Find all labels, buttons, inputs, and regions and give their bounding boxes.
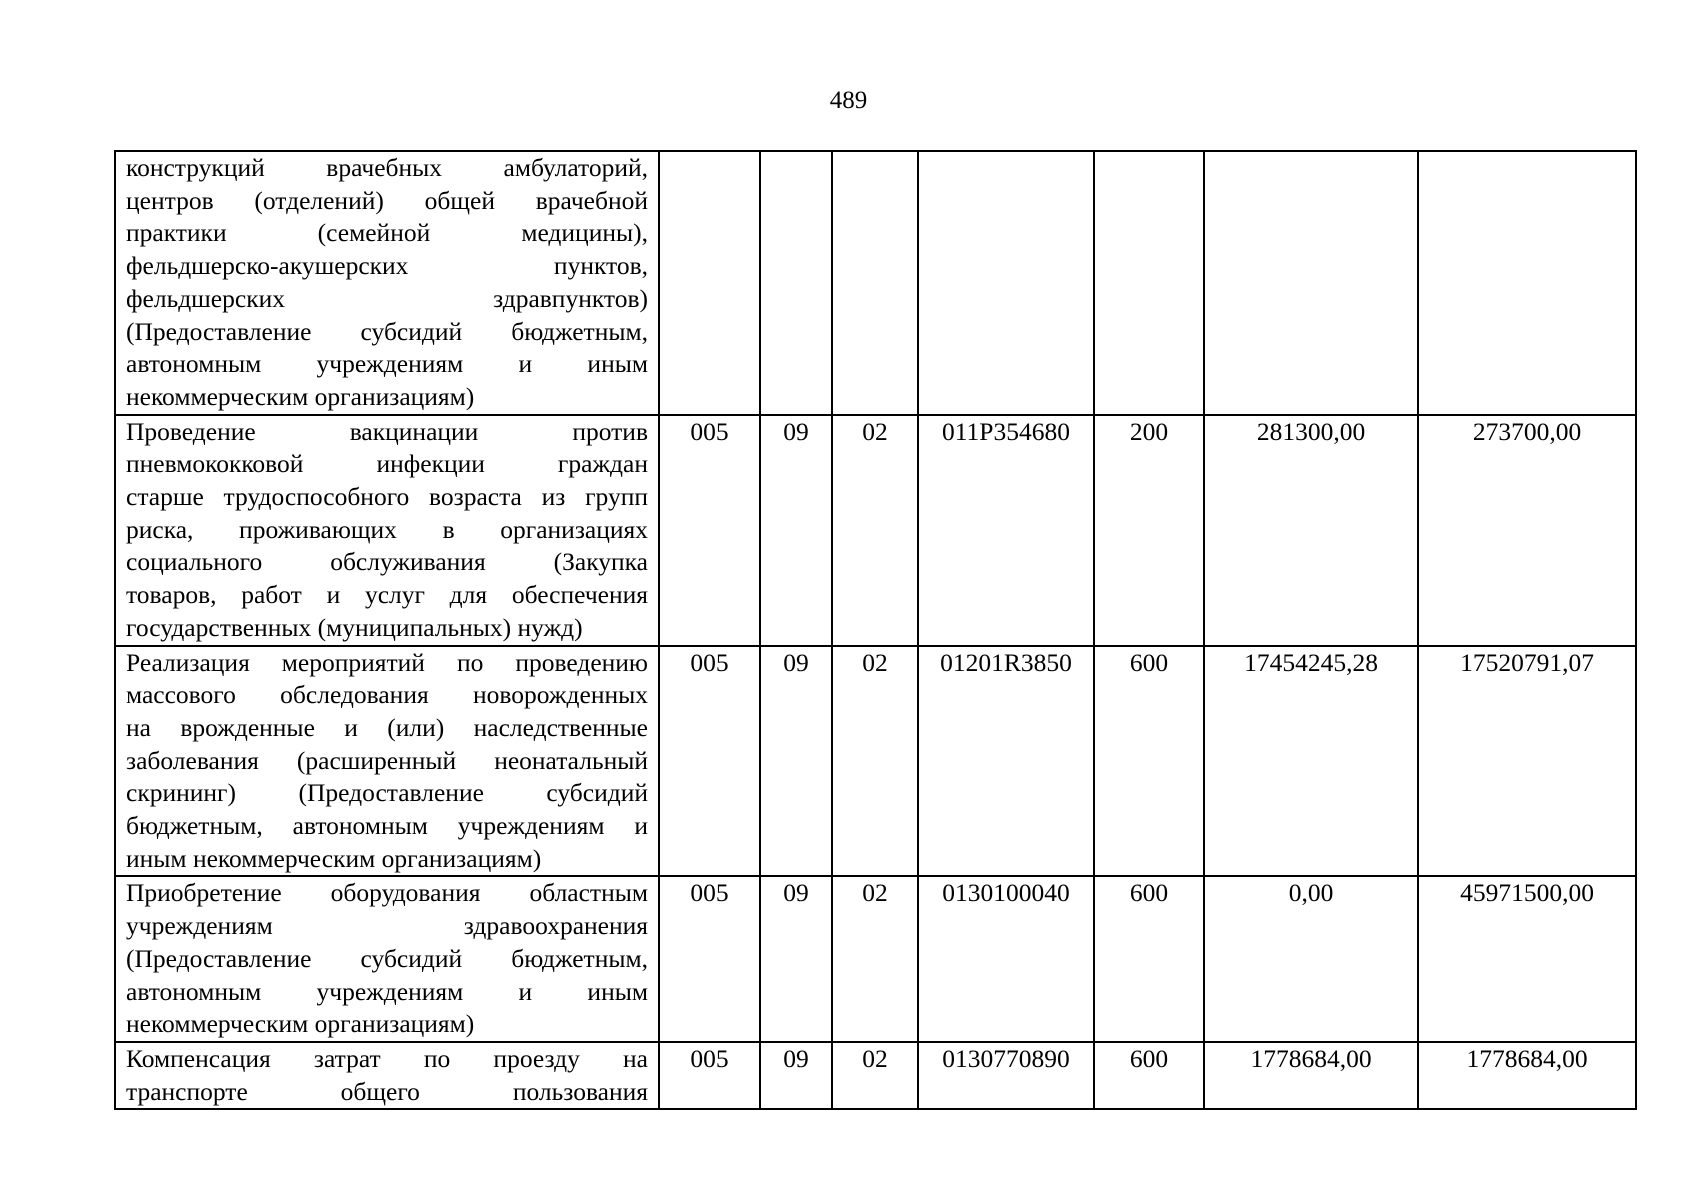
- table-row: [115, 876, 1636, 1042]
- cell-sum-2: 17520791,07: [1418, 646, 1636, 877]
- cell-rz: 09: [760, 1042, 832, 1109]
- row-description: [115, 1042, 659, 1109]
- cell-rz: 09: [760, 646, 832, 877]
- description-line: заболевания (расширенный неонатальный: [126, 745, 648, 775]
- cell-csr: 0130100040: [918, 876, 1094, 1042]
- cell-ved: 005: [659, 415, 760, 646]
- description-line: автономным учреждениям и иным: [126, 976, 648, 1006]
- table-row: [115, 415, 1636, 646]
- cell-rz: 09: [760, 876, 832, 1042]
- page-number: 489: [829, 87, 868, 114]
- description-line: государственных (муниципальных) нужд): [126, 612, 583, 642]
- description-line: социального обслуживания (Закупка: [126, 547, 648, 577]
- description-line: фельдшерских здравпунктов): [126, 283, 648, 313]
- description-line: пневмококковой инфекции граждан: [126, 449, 648, 479]
- row-description: [115, 151, 659, 415]
- cell-pr: 02: [832, 1042, 918, 1109]
- cell-csr: [918, 151, 1094, 415]
- cell-sum-2: 45971500,00: [1418, 876, 1636, 1042]
- cell-vr: 600: [1094, 876, 1204, 1042]
- row-description: [115, 876, 659, 1042]
- cell-sum-1: 17454245,28: [1204, 646, 1418, 877]
- cell-vr: [1094, 151, 1204, 415]
- cell-ved: 005: [659, 646, 760, 877]
- cell-sum-1: 0,00: [1204, 876, 1418, 1042]
- description-line: бюджетным, автономным учреждениям и: [126, 811, 648, 841]
- description-line: (Предоставление субсидий бюджетным,: [126, 316, 648, 346]
- description-line: некоммерческим организациям): [126, 381, 475, 411]
- cell-vr: 200: [1094, 415, 1204, 646]
- cell-pr: [832, 151, 918, 415]
- cell-csr: 01201R3850: [918, 646, 1094, 877]
- description-line: (Предоставление субсидий бюджетным,: [126, 943, 648, 973]
- description-line: некоммерческим организациям): [126, 1009, 475, 1039]
- description-line: Проведение вакцинации против: [126, 416, 648, 446]
- cell-pr: 02: [832, 646, 918, 877]
- description-line: Компенсация затрат по проезду на: [126, 1043, 648, 1073]
- table-row: [115, 1042, 1636, 1109]
- description-line: старше трудоспособного возраста из групп: [126, 482, 648, 512]
- description-line: на врожденные и (или) наследственные: [126, 712, 648, 742]
- cell-csr: 011P354680: [918, 415, 1094, 646]
- description-line: практики (семейной медицины),: [126, 218, 648, 248]
- budget-table: [114, 150, 1637, 1110]
- description-line: транспорте общего пользования: [126, 1076, 648, 1106]
- cell-rz: [760, 151, 832, 415]
- cell-sum-2: [1418, 151, 1636, 415]
- description-line: Приобретение оборудования областным: [126, 878, 648, 908]
- cell-csr: 0130770890: [918, 1042, 1094, 1109]
- description-line: центров (отделений) общей врачебной: [126, 185, 648, 215]
- cell-sum-1: 1778684,00: [1204, 1042, 1418, 1109]
- row-description: [115, 646, 659, 877]
- cell-pr: 02: [832, 415, 918, 646]
- description-line: фельдшерско-акушерских пунктов,: [126, 251, 648, 281]
- row-description: [115, 415, 659, 646]
- cell-vr: 600: [1094, 646, 1204, 877]
- cell-sum-2: 273700,00: [1418, 415, 1636, 646]
- description-line: массового обследования новорожденных: [126, 680, 648, 710]
- cell-sum-1: 281300,00: [1204, 415, 1418, 646]
- cell-rz: 09: [760, 415, 832, 646]
- description-line: автономным учреждениям и иным: [126, 349, 648, 379]
- description-line: учреждениям здравоохранения: [126, 911, 648, 941]
- cell-pr: 02: [832, 876, 918, 1042]
- cell-ved: 005: [659, 1042, 760, 1109]
- table-row: [115, 646, 1636, 877]
- cell-ved: [659, 151, 760, 415]
- description-line: риска, проживающих в организациях: [126, 514, 648, 544]
- description-line: конструкций врачебных амбулаторий,: [126, 153, 648, 182]
- cell-sum-2: 1778684,00: [1418, 1042, 1636, 1109]
- cell-ved: 005: [659, 876, 760, 1042]
- description-line: Реализация мероприятий по проведению: [126, 647, 648, 677]
- cell-sum-1: [1204, 151, 1418, 415]
- table-row: [115, 151, 1636, 415]
- description-line: скрининг) (Предоставление субсидий: [126, 778, 648, 808]
- description-line: иным некоммерческим организациям): [126, 843, 542, 873]
- description-line: товаров, работ и услуг для обеспечения: [126, 580, 648, 610]
- cell-vr: 600: [1094, 1042, 1204, 1109]
